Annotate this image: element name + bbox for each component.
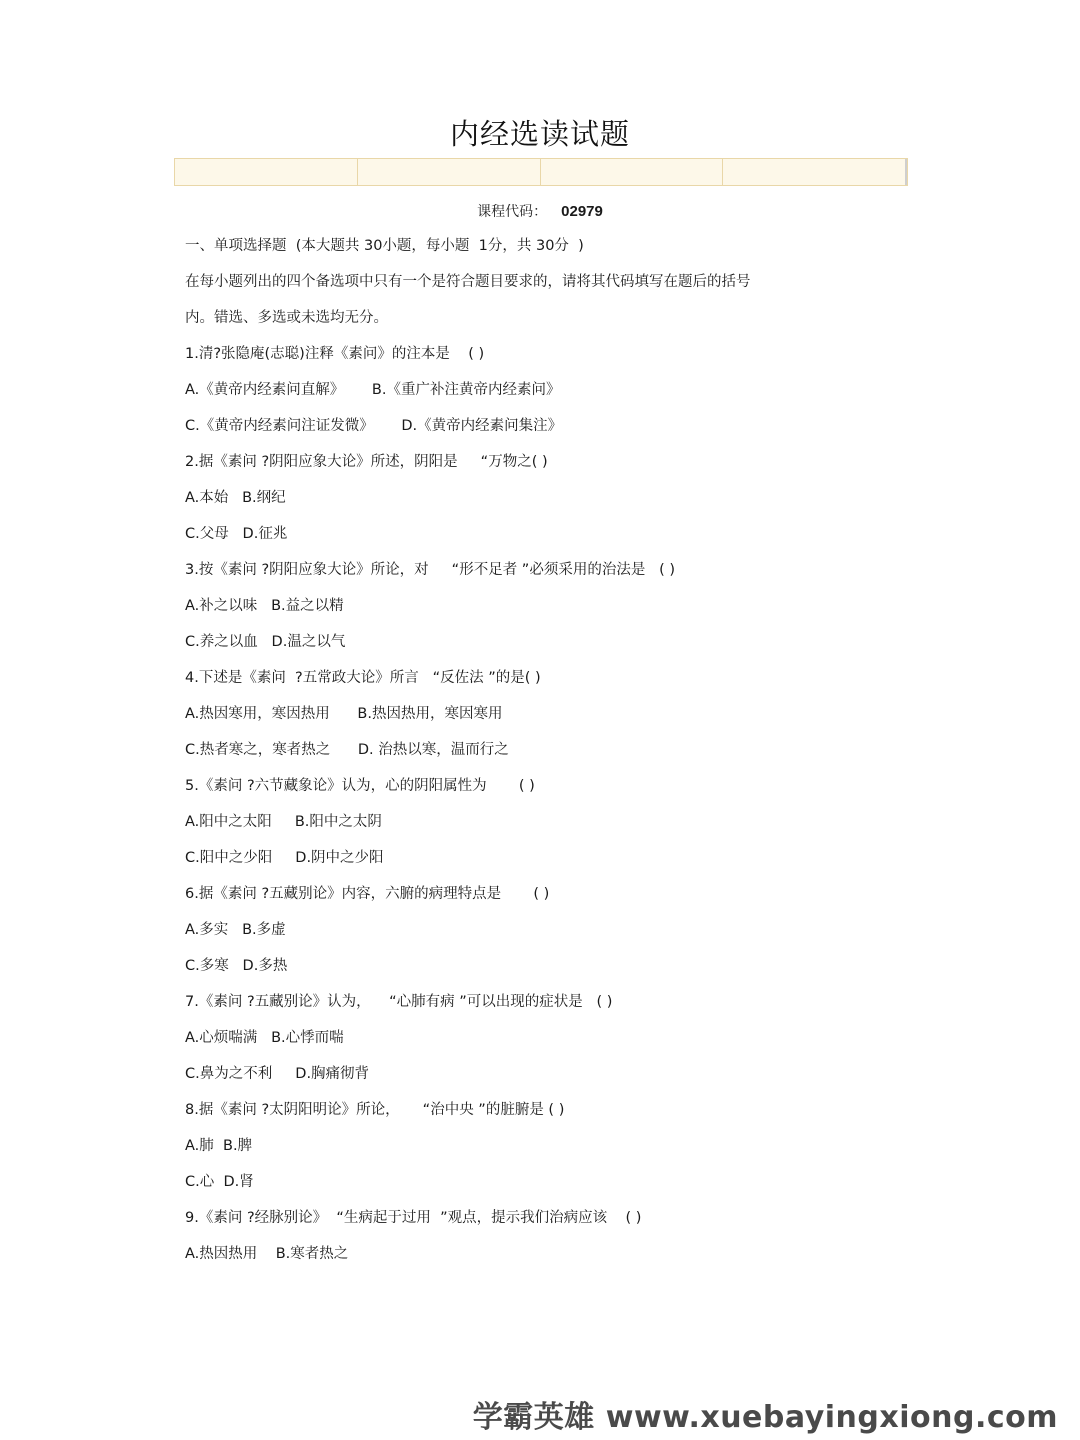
instruction-text: 在每小题列出的四个备选项中只有一个是符合题目要求的，请将其代码填写在题后的括号	[185, 274, 751, 290]
option-line: C.父母 D.征兆	[185, 526, 288, 542]
question-line: 5.《素问 ?六节藏象论》认为，心的阴阳属性为 ( )	[185, 778, 535, 794]
option-line: A.本始 B.纲纪	[185, 490, 286, 506]
option-line: C.养之以血 D.温之以气	[185, 634, 346, 650]
header-table-cell	[358, 159, 541, 185]
header-table-cell	[541, 159, 724, 185]
header-table-cell	[723, 159, 907, 185]
option-line: C.热者寒之，寒者热之 D. 治热以寒，温而行之	[185, 742, 509, 758]
header-table	[174, 158, 908, 186]
option-line: A.阳中之太阳 B.阳中之太阴	[185, 814, 382, 830]
section-heading: 一、单项选择题 (本大题共 30小题，每小题 1分，共 30分 )	[185, 238, 584, 254]
option-line: A.补之以味 B.益之以精	[185, 598, 344, 614]
option-line: C.心 D.肾	[185, 1174, 254, 1190]
question-line: 2.据《素问 ?阴阳应象大论》所述，阴阳是 “万物之( )	[185, 454, 548, 470]
question-line: 3.按《素问 ?阴阳应象大论》所论，对 “形不足者 ”必须采用的治法是 ( )	[185, 562, 676, 578]
question-content	[185, 236, 945, 1280]
option-line: C.《黄帝内经素问注证发微》 D.《黄帝内经素问集注》	[185, 418, 563, 434]
course-code-value: 02979	[561, 203, 603, 220]
question-line: 4.下述是《素问 ?五常政大论》所言 “反佐法 ”的是( )	[185, 670, 541, 686]
header-table-cell	[175, 159, 358, 185]
question-line: 7.《素问 ?五藏别论》认为， “心肺有病 ”可以出现的症状是 ( )	[185, 994, 613, 1010]
option-line: A.心烦喘满 B.心悸而喘	[185, 1030, 344, 1046]
option-line: C.阳中之少阳 D.阴中之少阳	[185, 850, 384, 866]
site-watermark: 学霸英雄 www.xuebayingxiong.com	[472, 1400, 1058, 1435]
course-code	[0, 201, 1080, 221]
option-line: C.鼻为之不利 D.胸痛彻背	[185, 1066, 370, 1082]
option-line: A.热因热用 B.寒者热之	[185, 1246, 349, 1262]
option-line: A.肺 B.脾	[185, 1138, 253, 1154]
option-line: A.《黄帝内经素问直解》 B.《重广补注黄帝内经素问》	[185, 382, 561, 398]
question-line: 8.据《素问 ?太阴阳明论》所论， “治中央 ”的脏腑是 ( )	[185, 1102, 565, 1118]
document-title: 内经选读试题	[449, 117, 630, 151]
question-line: 9.《素问 ?经脉别论》 “生病起于过用 ”观点，提示我们治病应该 ( )	[185, 1210, 642, 1226]
option-line: A.多实 B.多虚	[185, 922, 286, 938]
option-line: C.多寒 D.多热	[185, 958, 288, 974]
option-line: A.热因寒用，寒因热用 B.热因热用，寒因寒用	[185, 706, 503, 722]
instruction-text: 内。错选、多选或未选均无分。	[185, 310, 388, 326]
question-line: 6.据《素问 ?五藏别论》内容，六腑的病理特点是 ( )	[185, 886, 550, 902]
course-code-label: 课程代码：	[477, 204, 548, 220]
question-line: 1.清?张隐庵(志聪)注释《素问》的注本是 ( )	[185, 346, 485, 362]
